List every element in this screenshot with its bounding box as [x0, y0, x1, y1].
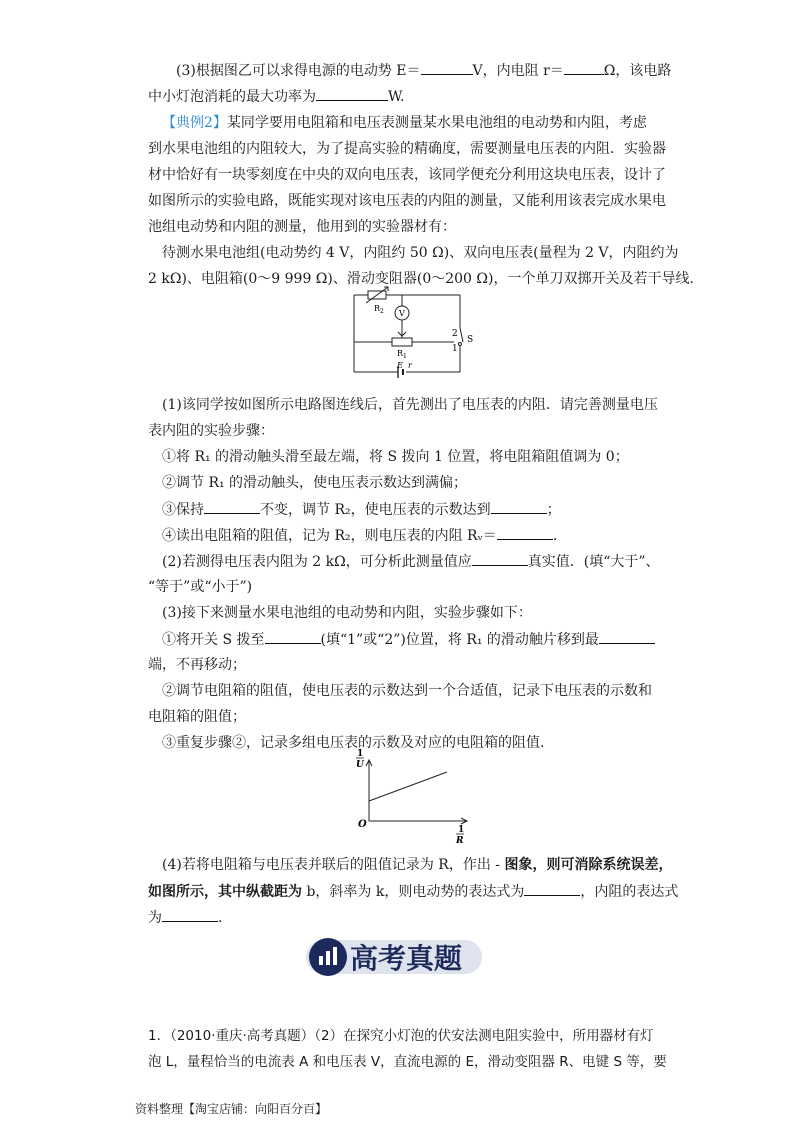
answer-blank: [497, 525, 553, 540]
text: 中小灯泡消耗的最大功率为: [148, 89, 316, 105]
text: W.: [388, 89, 405, 105]
text: 某同学要用电阻箱和电压表测量某水果电池组的电动势和内阻，考虑: [226, 115, 647, 131]
internal-r-label: r: [408, 361, 412, 370]
answer-blank: [204, 499, 260, 514]
answer-blank: [162, 907, 218, 922]
example2-line-7: 2 kΩ)、电阻箱(0～9 999 Ω)、滑动变阻器(0～200 Ω)，一个单刀双掷开关及若干导线.: [148, 271, 694, 287]
text: (2)若测得电压表内阻为 2 kΩ，可分析此测量值应: [162, 554, 472, 570]
example2-line-1: [162, 113, 647, 133]
text: ④读出电阻箱的阻值，记为 R₂，则电压表的内阻 Rᵥ＝: [162, 528, 497, 544]
banner-title: 高考真题: [350, 942, 463, 975]
part3-step-3: ③重复步骤②，记录多组电压表的示数及对应的电阻箱的阻值.: [162, 735, 545, 751]
text: 为: [148, 910, 162, 926]
answer-blank: [472, 551, 528, 566]
example-tag: 【典例2】: [162, 115, 227, 131]
example2-line-5: 池组电动势和内阻的测量，他用到的实验器材有：: [148, 219, 456, 235]
bar-icon-3: [333, 947, 337, 965]
text: ，内阻的表达式: [580, 884, 679, 900]
part1-line-1: (1)该同学按如图所示电路图连线后，首先测出了电压表的内阻．请完善测量电压: [162, 397, 658, 413]
part3-step-1-cont: 端，不再移动；: [148, 657, 246, 673]
part2-line-2: “等于”或“小于”): [148, 579, 253, 595]
banner-graphic: [306, 932, 482, 982]
voltmeter-label: V: [399, 309, 405, 318]
y-label-denominator: U: [356, 760, 364, 770]
origin-label: O: [358, 819, 367, 830]
part3-line-1: (3)接下来测量水果电池组的电动势和内阻，实验步骤如下：: [162, 605, 532, 621]
example2-line-2: 到水果电池组的内阻较大，为了提高实验的精确度，需要测量电压表的内阻．实验器: [148, 141, 666, 157]
x-label-numerator: 1: [458, 825, 465, 835]
part1-line-2: 表内阻的实验步骤：: [148, 423, 274, 439]
y-label-numerator: 1: [357, 749, 364, 759]
example2-line-4: 如图所示的实验电路，既能实现对该电压表的内阻的测量，又能利用该表完成水果电: [148, 193, 666, 209]
emf-label: E: [397, 361, 403, 370]
r2-label: $R_2$: [374, 304, 384, 315]
text: (填“1”或“2”)位置，将 R₁ 的滑动触片移到最: [320, 632, 599, 648]
part1-step-3: [162, 499, 561, 520]
answer-blank: [599, 629, 655, 644]
r1-label: $R_1$: [397, 349, 407, 360]
bar-icon-2: [326, 951, 330, 965]
switch-pos-2: 2: [452, 329, 458, 339]
q1-line-1: 1．（2010·重庆·高考真题）（2）在探究小灯泡的伏安法测电阻实验中，所用器材有灯: [148, 1028, 654, 1044]
text: ③保持: [162, 502, 204, 518]
part1-step-4: [162, 525, 557, 546]
text: b，斜率为 k，则电动势的表达式为: [302, 884, 525, 900]
part3-step-2-cont: 电阻箱的阻值；: [148, 709, 246, 725]
answer-blank: [316, 86, 388, 101]
example2-line-3: 材中恰好有一块零刻度在中央的双向电压表，该同学便充分利用这块电压表，设计了: [148, 167, 666, 183]
answer-blank: [421, 60, 473, 75]
prev-q3-line-1: [176, 60, 671, 81]
answer-blank: [265, 629, 321, 644]
circuit-diagram: [340, 286, 480, 386]
switch-label: S: [467, 335, 474, 345]
part4-line-1: [162, 855, 672, 875]
text: 如图所示，其中纵截距为: [148, 884, 302, 900]
section-banner: [306, 932, 482, 982]
text: .: [552, 528, 558, 544]
answer-blank: [491, 499, 547, 514]
x-label-denominator: R: [456, 836, 464, 846]
text: .: [218, 910, 223, 926]
q1-line-2: 泡 L，量程恰当的电流表 A 和电压表 V，直流电源的 E，滑动变阻器 R、电键 S 等，要: [148, 1054, 667, 1070]
text: ①将开关 S 拨至: [162, 632, 265, 648]
text: (4)若将电阻箱与电压表并联后的阻值记录为 R，作出 -: [162, 857, 505, 873]
part4-line-3: [148, 907, 222, 928]
part3-step-2: ②调节电阻箱的阻值，使电压表的示数达到一个合适值，记录下电压表的示数和: [162, 683, 652, 699]
text: Ω，该电路: [603, 63, 672, 79]
text: ；: [546, 502, 561, 518]
text: (3)根据图乙可以求得电源的电动势 E＝: [176, 63, 421, 79]
switch-pos-1: 1: [452, 344, 458, 354]
part1-step-1: ①将 R₁ 的滑动触头滑至最左端，将 S 拨向 1 位置，将电阻箱阻值调为 0；: [162, 449, 629, 465]
example2-line-6: 待测水果电池组(电动势约 4 V，内阻约 50 Ω)、双向电压表(量程为 2 V，内阻约为: [162, 245, 679, 261]
part1-step-2: ②调节 R₁ 的滑动触头，使电压表示数达到满偏；: [162, 475, 468, 491]
part3-step-1: [162, 629, 655, 650]
prev-q3-line-2: [148, 86, 404, 107]
part4-line-2: [148, 881, 678, 902]
text: 图象，则可消除系统误差，: [504, 857, 673, 873]
fit-line: [369, 772, 447, 801]
answer-blank: [524, 881, 580, 896]
answer-blank: [564, 60, 604, 75]
bar-icon-1: [319, 956, 323, 965]
text: V，内电阻 r＝: [472, 63, 564, 79]
text: 不变，调节 R₂，使电压表的示数达到: [260, 502, 491, 518]
inverse-graph: [355, 743, 480, 848]
text: 真实值．(填“大于”、: [527, 554, 660, 570]
footer-text: 资料整理【淘宝店铺：向阳百分百】: [135, 1102, 328, 1116]
part2-line-1: [162, 551, 660, 572]
